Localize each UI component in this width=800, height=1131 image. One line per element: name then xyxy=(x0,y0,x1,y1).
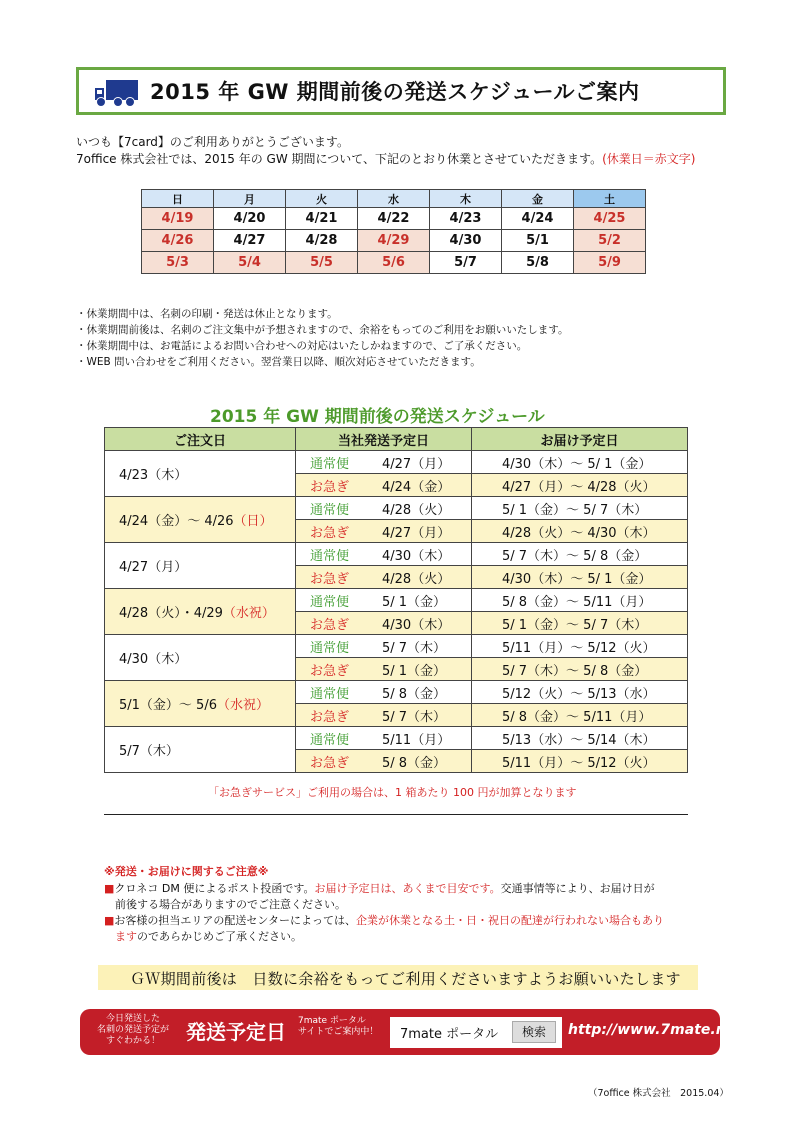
service-urgent-label: お急ぎ xyxy=(310,571,350,587)
order-date-cell xyxy=(105,497,296,543)
calendar-day-cell: 5/1 xyxy=(502,230,574,252)
ship-date-cell xyxy=(296,727,472,750)
calendar-week-row xyxy=(142,230,646,252)
order-date-holiday: （水祝） xyxy=(216,698,269,713)
service-urgent-label: お急ぎ xyxy=(310,617,350,633)
schedule-row-normal xyxy=(105,635,688,658)
order-date-cell xyxy=(105,543,296,589)
calendar-weekday: 日 xyxy=(142,190,214,208)
ship-date: 4/24（金） xyxy=(382,479,451,495)
note-1: ・休業期間中は、名刺の印刷・発送は休止となります。 xyxy=(76,308,338,320)
calendar-day-cell: 4/23 xyxy=(430,208,502,230)
service-normal-label: 通常便 xyxy=(310,502,350,518)
calendar-week-row xyxy=(142,208,646,230)
delivery-range-cell xyxy=(472,543,688,566)
calendar-holiday-cell: 4/26 xyxy=(142,230,214,252)
page-title: 2015 年 GW 期間前後の発送スケジュールご案内 xyxy=(150,80,640,104)
ship-date: 4/30（木） xyxy=(382,617,451,633)
order-date: 4/30（木） xyxy=(119,652,188,667)
ship-date-cell xyxy=(296,658,472,681)
order-date-cell xyxy=(105,451,296,497)
ship-date: 4/27（月） xyxy=(382,525,451,541)
note-2: ・休業期間前後は、名刺のご注文集中が予想されますので、余裕をもってのご利用をお願いいたします。 xyxy=(76,324,569,336)
calendar-holiday-cell: 5/3 xyxy=(142,252,214,274)
delivery-range-cell xyxy=(472,589,688,612)
calendar-holiday-cell: 5/2 xyxy=(574,230,646,252)
calendar-day-cell: 4/28 xyxy=(286,230,358,252)
promo-search-query[interactable]: 7mate ポータル xyxy=(400,1027,499,1042)
ship-date-cell xyxy=(296,451,472,474)
delivery-range: 5/ 7（木）～ 5/ 8（金） xyxy=(502,663,648,679)
schedule-title: 2015 年 GW 期間前後の発送スケジュール xyxy=(210,407,545,427)
calendar-weekday: 月 xyxy=(214,190,286,208)
schedule-header-cell: 当社発送予定日 xyxy=(296,428,472,451)
order-date-cell xyxy=(105,727,296,773)
order-date: 4/28（火）・4/29 xyxy=(119,606,223,621)
calendar-weekday: 金 xyxy=(502,190,574,208)
note-4: ・WEB 問い合わせをご利用ください。翌営業日以降、順次対応させていただきます。 xyxy=(76,356,481,368)
caution-1-text-b: お届け予定日は、あくまで目安です。 xyxy=(314,882,501,895)
promo-url-link[interactable]: http://www.7mate.net/ xyxy=(568,1022,747,1038)
delivery-range: 4/28（火）～ 4/30（木） xyxy=(502,525,656,541)
caution-1-text-c: 交通事情等により、お届け日が xyxy=(500,882,655,895)
calendar-weekday: 土 xyxy=(574,190,646,208)
delivery-range: 4/30（木）～ 5/ 1（金） xyxy=(502,456,652,472)
schedule-row-normal xyxy=(105,727,688,750)
calendar-holiday-cell: 5/5 xyxy=(286,252,358,274)
ship-date: 4/28（火） xyxy=(382,571,451,587)
calendar-weekday: 火 xyxy=(286,190,358,208)
calendar-day-cell: 4/22 xyxy=(358,208,430,230)
ship-date-cell xyxy=(296,566,472,589)
schedule-header-row xyxy=(105,428,688,451)
promo-heading: 発送予定日 xyxy=(186,1020,286,1044)
calendar-holiday-cell: 5/9 xyxy=(574,252,646,274)
ship-date-cell xyxy=(296,704,472,727)
schedule-header-cell: お届け予定日 xyxy=(472,428,688,451)
delivery-range: 5/11（月）～ 5/12（火） xyxy=(502,755,656,771)
service-normal-label: 通常便 xyxy=(310,640,350,656)
delivery-range-cell xyxy=(472,474,688,497)
service-normal-label: 通常便 xyxy=(310,594,350,610)
delivery-range: 5/ 1（金）～ 5/ 7（木） xyxy=(502,617,648,633)
calendar-day-cell: 4/24 xyxy=(502,208,574,230)
ship-date: 4/30（木） xyxy=(382,548,451,564)
caution-1-text-a: クロネコ DM 便によるポスト投函です。 xyxy=(114,882,315,895)
calendar-day-cell: 4/21 xyxy=(286,208,358,230)
delivery-range: 5/ 1（金）～ 5/ 7（木） xyxy=(502,502,648,518)
schedule-row-normal xyxy=(105,451,688,474)
schedule-row-normal xyxy=(105,589,688,612)
intro-line-2 xyxy=(76,150,695,167)
service-urgent-label: お急ぎ xyxy=(310,663,350,679)
promo-tagline xyxy=(83,1014,183,1046)
calendar-weekday-row xyxy=(142,190,646,208)
holiday-calendar xyxy=(141,189,646,274)
service-normal-label: 通常便 xyxy=(310,686,350,702)
delivery-range: 5/11（月）～ 5/12（火） xyxy=(502,640,656,656)
delivery-range-cell xyxy=(472,635,688,658)
caution-2-text-d: のであらかじめご了承ください。 xyxy=(137,930,302,943)
schedule-header-cell: ご注文日 xyxy=(105,428,296,451)
footer-credit: （7office 株式会社 2015.04） xyxy=(588,1088,729,1099)
caution-2-text-b: 企業が休業となる土・日・祝日の配達が行われない場合もあり xyxy=(355,914,664,927)
ship-date: 5/ 7（木） xyxy=(382,640,447,656)
service-urgent-label: お急ぎ xyxy=(310,755,350,771)
service-normal-label: 通常便 xyxy=(310,732,350,748)
calendar-holiday-cell: 4/19 xyxy=(142,208,214,230)
delivery-range-cell xyxy=(472,658,688,681)
order-date: 4/24（金）～ 4/26 xyxy=(119,514,234,529)
delivery-range-cell xyxy=(472,520,688,543)
calendar-day-cell: 4/30 xyxy=(430,230,502,252)
ship-date-cell xyxy=(296,612,472,635)
service-urgent-label: お急ぎ xyxy=(310,479,350,495)
delivery-range: 4/27（月）～ 4/28（火） xyxy=(502,479,656,495)
calendar-day-cell: 4/20 xyxy=(214,208,286,230)
service-urgent-label: お急ぎ xyxy=(310,525,350,541)
ship-date-cell xyxy=(296,681,472,704)
schedule-row-normal xyxy=(105,681,688,704)
calendar-holiday-cell: 4/25 xyxy=(574,208,646,230)
promo-sub xyxy=(298,1016,378,1039)
delivery-range: 5/ 8（金）～ 5/11（月） xyxy=(502,709,652,725)
delivery-range-cell xyxy=(472,451,688,474)
service-urgent-label: お急ぎ xyxy=(310,709,350,725)
promo-search-button[interactable]: 検索 xyxy=(512,1021,556,1043)
schedule-row-normal xyxy=(105,543,688,566)
ship-date: 5/ 7（木） xyxy=(382,709,447,725)
delivery-range-cell xyxy=(472,750,688,773)
delivery-range: 5/13（水）～ 5/14（木） xyxy=(502,732,656,748)
promo-tagline-2: 名刺の発送予定が xyxy=(96,1024,169,1035)
caution-2-cont xyxy=(115,928,302,944)
ship-date-cell xyxy=(296,520,472,543)
ship-date: 5/ 8（金） xyxy=(382,686,447,702)
bullet-square-icon: ■ xyxy=(104,882,115,895)
ship-date: 5/ 1（金） xyxy=(382,663,447,679)
reminder-text: ＧＷ期間前後は 日数に余裕をもってご利用くださいますようお願いいたします xyxy=(130,970,681,988)
ship-date-cell xyxy=(296,497,472,520)
bullet-square-icon: ■ xyxy=(104,914,115,927)
caution-1 xyxy=(104,880,655,896)
promo-sub-1: 7mate ポータル xyxy=(298,1016,366,1026)
calendar-holiday-cell: 5/4 xyxy=(214,252,286,274)
calendar-week-row xyxy=(142,252,646,274)
delivery-range-cell xyxy=(472,612,688,635)
schedule-table xyxy=(104,427,688,773)
order-date-cell xyxy=(105,589,296,635)
order-date: 5/7（木） xyxy=(119,744,179,759)
order-date-holiday: （水祝） xyxy=(222,606,275,621)
ship-date-cell xyxy=(296,635,472,658)
holiday-legend: (休業日＝赤文字) xyxy=(602,152,696,166)
ship-date-cell xyxy=(296,589,472,612)
calendar-weekday: 水 xyxy=(358,190,430,208)
ship-date: 5/ 8（金） xyxy=(382,755,447,771)
ship-date: 4/27（月） xyxy=(382,456,451,472)
order-date: 4/23（木） xyxy=(119,468,188,483)
delivery-range: 5/12（火）～ 5/13（水） xyxy=(502,686,656,702)
delivery-range: 5/ 8（金）～ 5/11（月） xyxy=(502,594,652,610)
promo-sub-2: サイトでご案内中！ xyxy=(298,1027,379,1038)
ship-date: 5/11（月） xyxy=(382,732,451,748)
caution-2 xyxy=(104,912,664,928)
schedule-row-normal xyxy=(105,497,688,520)
service-normal-label: 通常便 xyxy=(310,456,350,472)
divider xyxy=(104,814,688,815)
order-date-holiday: （日） xyxy=(233,514,273,529)
delivery-range-cell xyxy=(472,497,688,520)
service-normal-label: 通常便 xyxy=(310,548,350,564)
ship-date: 5/ 1（金） xyxy=(382,594,447,610)
calendar-day-cell: 4/27 xyxy=(214,230,286,252)
delivery-range: 5/ 7（木）～ 5/ 8（金） xyxy=(502,548,648,564)
caution-2-text-c: ます xyxy=(115,930,137,943)
surcharge-note: 「お急ぎサービス」ご利用の場合は、1 箱あたり 100 円が加算となります xyxy=(208,786,577,799)
delivery-range-cell xyxy=(472,704,688,727)
delivery-range-cell xyxy=(472,727,688,750)
order-date: 4/27（月） xyxy=(119,560,188,575)
delivery-range-cell xyxy=(472,681,688,704)
ship-date: 4/28（火） xyxy=(382,502,451,518)
intro-line-1: いつも【7card】のご利用ありがとうございます。 xyxy=(76,135,349,149)
note-3: ・休業期間中は、お電話によるお問い合わせへの対応はいたしかねますので、ご了承ください。 xyxy=(76,340,528,352)
calendar-holiday-cell: 4/29 xyxy=(358,230,430,252)
promo-tagline-3: すぐわかる！ xyxy=(105,1035,160,1046)
promo-tagline-1: 今日発送した xyxy=(105,1014,160,1024)
calendar-day-cell: 5/8 xyxy=(502,252,574,274)
delivery-range: 4/30（木）～ 5/ 1（金） xyxy=(502,571,652,587)
ship-date-cell xyxy=(296,750,472,773)
calendar-day-cell: 5/7 xyxy=(430,252,502,274)
caution-1-cont: 前後する場合がありますのでご注意ください。 xyxy=(115,898,346,911)
truck-icon xyxy=(94,78,140,108)
caution-2-text-a: お客様の担当エリアの配送センターによっては、 xyxy=(114,914,356,927)
intro-text: 7office 株式会社では、2015 年の GW 期間について、下記のとおり休業とさせていただきます。 xyxy=(76,152,603,166)
order-date-cell xyxy=(105,635,296,681)
calendar-holiday-cell: 5/6 xyxy=(358,252,430,274)
cautions-title: ※発送・お届けに関するご注意※ xyxy=(104,865,269,878)
order-date: 5/1（金）～ 5/6 xyxy=(119,698,217,713)
ship-date-cell xyxy=(296,474,472,497)
ship-date-cell xyxy=(296,543,472,566)
calendar-weekday: 木 xyxy=(430,190,502,208)
order-date-cell xyxy=(105,681,296,727)
delivery-range-cell xyxy=(472,566,688,589)
